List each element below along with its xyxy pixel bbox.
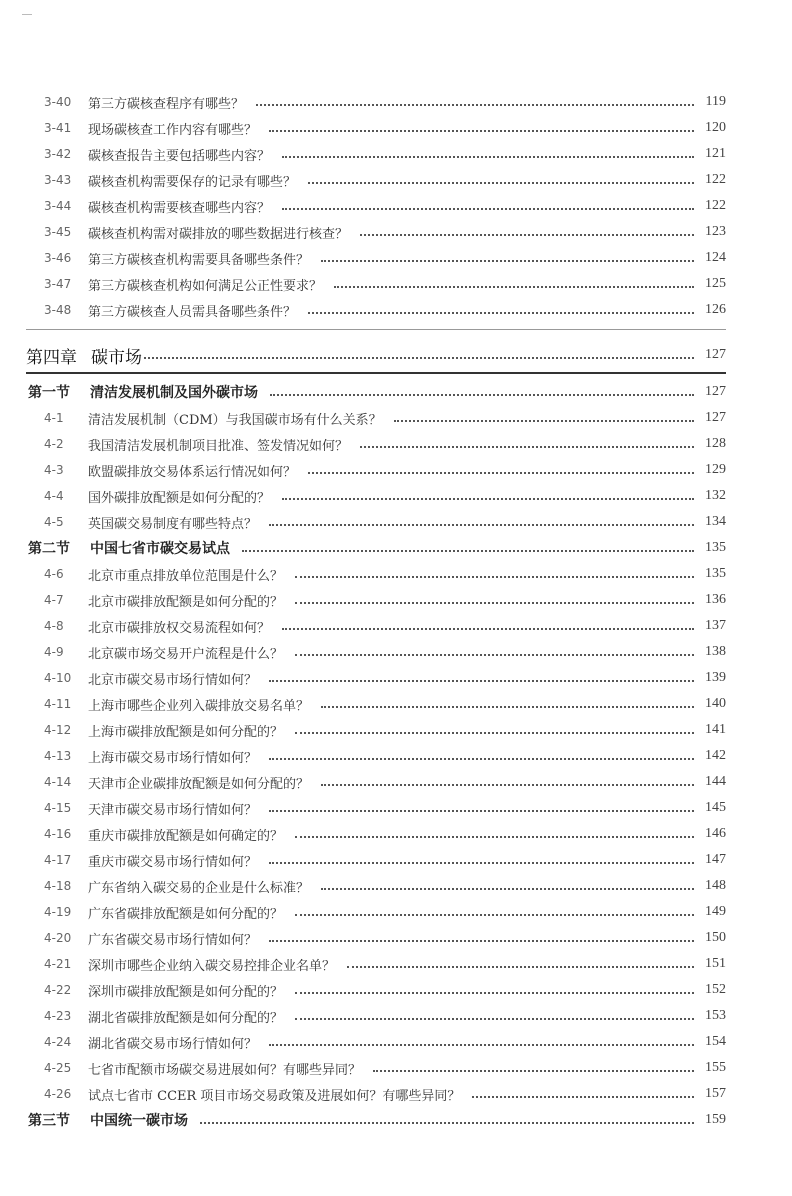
toc-section[interactable] [28, 537, 726, 559]
entry-title: 北京市碳排放权交易流程如何？ [88, 620, 271, 636]
page-number: 138 [705, 644, 726, 659]
toc-entry[interactable] [44, 901, 726, 923]
page-number: 122 [705, 198, 726, 213]
entry-title: 上海市碳交易市场行情如何？ [88, 750, 258, 766]
entry-number: 4-24 [44, 1035, 72, 1049]
page-number: 140 [705, 696, 726, 711]
entry-number: 4-19 [44, 905, 72, 919]
entry-number: 4-8 [44, 619, 64, 633]
entry-number: 3-46 [44, 251, 72, 265]
page-number: 129 [705, 462, 726, 477]
dot-leader [295, 914, 694, 916]
dot-leader [256, 104, 694, 106]
chapter-label: 第四章 [26, 347, 77, 368]
entry-title: 碳核查机构需要核查哪些内容？ [88, 200, 271, 216]
dot-leader [295, 576, 694, 578]
toc-entry[interactable] [44, 667, 726, 689]
toc-entry[interactable] [44, 433, 726, 455]
entry-number: 4-25 [44, 1061, 72, 1075]
dot-leader [242, 550, 694, 552]
page-number: 136 [705, 592, 726, 607]
entry-number: 4-20 [44, 931, 72, 945]
section-title: 清洁发展机制及国外碳市场 [90, 385, 258, 401]
page-number: 153 [705, 1008, 726, 1023]
page-number: 127 [705, 384, 726, 399]
entry-number: 4-9 [44, 645, 64, 659]
entry-number: 4-18 [44, 879, 72, 893]
entry-number: 4-23 [44, 1009, 72, 1023]
page-number: 127 [705, 410, 726, 425]
dot-leader [360, 446, 694, 448]
entry-title: 清洁发展机制（CDM）与我国碳市场有什么关系？ [88, 412, 382, 428]
entry-number: 4-10 [44, 671, 72, 685]
page-number: 124 [705, 250, 726, 265]
toc-entry[interactable] [44, 771, 726, 793]
dot-leader [269, 810, 694, 812]
entry-title: 第三方碳核查程序有哪些？ [88, 96, 245, 112]
entry-title: 天津市企业碳排放配额是如何分配的？ [88, 776, 310, 792]
entry-title: 碳核查机构需要保存的记录有哪些？ [88, 174, 297, 190]
entry-number: 4-22 [44, 983, 72, 997]
page-number: 147 [705, 852, 726, 867]
dot-leader [269, 130, 694, 132]
dot-leader [269, 524, 694, 526]
section-title: 中国统一碳市场 [90, 1113, 188, 1129]
dot-leader [321, 784, 694, 786]
toc-entry[interactable] [44, 1083, 726, 1105]
entry-number: 3-47 [44, 277, 72, 291]
dot-leader [308, 312, 694, 314]
entry-number: 4-16 [44, 827, 72, 841]
dot-leader [282, 208, 694, 210]
dot-leader [295, 654, 694, 656]
page-number: 122 [705, 172, 726, 187]
page-number: 126 [705, 302, 726, 317]
scan-corner-mark [22, 14, 32, 15]
entry-title: 深圳市碳排放配额是如何分配的？ [88, 984, 284, 1000]
toc-entry[interactable] [44, 273, 726, 295]
toc-entry[interactable] [44, 719, 726, 741]
entry-number: 4-15 [44, 801, 72, 815]
entry-number: 4-11 [44, 697, 72, 711]
entry-number: 4-6 [44, 567, 64, 581]
toc-entry[interactable] [44, 195, 726, 217]
page-number: 155 [705, 1060, 726, 1075]
entry-number: 4-21 [44, 957, 72, 971]
dot-leader [269, 862, 694, 864]
entry-title: 上海市哪些企业列入碳排放交易名单？ [88, 698, 310, 714]
section-label: 第二节 [28, 541, 70, 557]
entry-number: 3-45 [44, 225, 72, 239]
dot-leader [472, 1096, 694, 1098]
dot-leader [269, 940, 694, 942]
entry-title: 第三方碳核查机构如何满足公正性要求？ [88, 278, 323, 294]
chapter-bottom-rule [26, 372, 726, 374]
toc-entry[interactable] [44, 849, 726, 871]
dot-leader [347, 966, 694, 968]
entry-title: 第三方碳核查人员需具备哪些条件？ [88, 304, 297, 320]
entry-number: 4-7 [44, 593, 64, 607]
toc-entry[interactable] [44, 299, 726, 321]
entry-title: 北京碳市场交易开户流程是什么？ [88, 646, 284, 662]
dot-leader [200, 1122, 694, 1124]
entry-number: 3-40 [44, 95, 72, 109]
entry-number: 3-44 [44, 199, 72, 213]
entry-title: 广东省纳入碳交易的企业是什么标准？ [88, 880, 310, 896]
dot-leader [295, 1018, 694, 1020]
entry-title: 重庆市碳排放配额是如何确定的？ [88, 828, 284, 844]
entry-title: 深圳市哪些企业纳入碳交易控排企业名单？ [88, 958, 336, 974]
page-number: 132 [705, 488, 726, 503]
page-number: 150 [705, 930, 726, 945]
toc-entry[interactable] [44, 143, 726, 165]
page-number: 123 [705, 224, 726, 239]
section-label: 第一节 [28, 385, 70, 401]
page-number: 141 [705, 722, 726, 737]
toc-entry[interactable] [44, 117, 726, 139]
dot-leader [308, 182, 694, 184]
page-number: 127 [705, 347, 726, 362]
toc-entry[interactable] [44, 745, 726, 767]
toc-entry[interactable] [44, 979, 726, 1001]
toc-entry[interactable] [44, 641, 726, 663]
page-number: 157 [705, 1086, 726, 1101]
page-number: 152 [705, 982, 726, 997]
entry-title: 天津市碳交易市场行情如何？ [88, 802, 258, 818]
dot-leader [295, 836, 694, 838]
entry-title: 上海市碳排放配额是如何分配的？ [88, 724, 284, 740]
entry-number: 3-48 [44, 303, 72, 317]
page-number: 121 [705, 146, 726, 161]
entry-number: 4-2 [44, 437, 64, 451]
dot-leader [282, 628, 694, 630]
toc-entry[interactable] [44, 1031, 726, 1053]
toc-entry[interactable] [44, 247, 726, 269]
page-number: 148 [705, 878, 726, 893]
entry-title: 碳核查机构需对碳排放的哪些数据进行核查？ [88, 226, 349, 242]
dot-leader [321, 888, 694, 890]
entry-number: 4-12 [44, 723, 72, 737]
section-title: 中国七省市碳交易试点 [90, 541, 230, 557]
dot-leader [269, 1044, 694, 1046]
toc-entry[interactable] [44, 589, 726, 611]
toc-entry[interactable] [44, 615, 726, 637]
toc-section[interactable] [28, 1109, 726, 1131]
entry-number: 4-3 [44, 463, 64, 477]
section-label: 第三节 [28, 1113, 70, 1129]
dot-leader [295, 732, 694, 734]
dot-leader [270, 394, 694, 396]
dot-leader [295, 992, 694, 994]
page-number: 139 [705, 670, 726, 685]
toc-chapter[interactable] [26, 341, 726, 369]
page-number: 134 [705, 514, 726, 529]
page-number: 128 [705, 436, 726, 451]
dot-leader [321, 260, 694, 262]
toc-entry[interactable] [44, 91, 726, 113]
entry-number: 3-43 [44, 173, 72, 187]
page-number: 142 [705, 748, 726, 763]
entry-title: 我国清洁发展机制项目批准、签发情况如何？ [88, 438, 349, 454]
entry-number: 4-1 [44, 411, 64, 425]
entry-number: 3-41 [44, 121, 72, 135]
dot-leader [321, 706, 694, 708]
page-number: 154 [705, 1034, 726, 1049]
entry-title: 国外碳排放配额是如何分配的？ [88, 490, 271, 506]
toc-entry[interactable] [44, 927, 726, 949]
toc-entry[interactable] [44, 875, 726, 897]
dot-leader [269, 758, 694, 760]
page-number: 145 [705, 800, 726, 815]
toc-entry[interactable] [44, 459, 726, 481]
page-number: 119 [705, 94, 726, 109]
entry-title: 欧盟碳排放交易体系运行情况如何？ [88, 464, 297, 480]
page-number: 135 [705, 540, 726, 555]
entry-title: 湖北省碳排放配额是如何分配的？ [88, 1010, 284, 1026]
dot-leader [360, 234, 694, 236]
entry-title: 试点七省市 CCER 项目市场交易政策及进展如何？有哪些异同？ [88, 1088, 461, 1104]
entry-title: 碳核查报告主要包括哪些内容？ [88, 148, 271, 164]
entry-title: 英国碳交易制度有哪些特点？ [88, 516, 258, 532]
entry-number: 4-26 [44, 1087, 72, 1101]
toc-entry[interactable] [44, 485, 726, 507]
entry-title: 北京市碳排放配额是如何分配的？ [88, 594, 284, 610]
page-number: 144 [705, 774, 726, 789]
entry-number: 4-17 [44, 853, 72, 867]
toc-entry[interactable] [44, 169, 726, 191]
dot-leader [282, 498, 694, 500]
entry-title: 北京市碳交易市场行情如何？ [88, 672, 258, 688]
toc-entry[interactable] [44, 511, 726, 533]
entry-title: 广东省碳交易市场行情如何？ [88, 932, 258, 948]
entry-title: 北京市重点排放单位范围是什么？ [88, 568, 284, 584]
toc-entry[interactable] [44, 1005, 726, 1027]
entry-number: 3-42 [44, 147, 72, 161]
dot-leader [144, 357, 694, 359]
toc-entry[interactable] [44, 1057, 726, 1079]
dot-leader [308, 472, 694, 474]
entry-number: 4-5 [44, 515, 64, 529]
entry-title: 广东省碳排放配额是如何分配的？ [88, 906, 284, 922]
chapter-top-rule [26, 329, 726, 330]
entry-number: 4-13 [44, 749, 72, 763]
toc-entry[interactable] [44, 797, 726, 819]
dot-leader [295, 602, 694, 604]
toc-entry[interactable] [44, 823, 726, 845]
entry-number: 4-4 [44, 489, 64, 503]
dot-leader [282, 156, 694, 158]
chapter-title: 碳市场 [91, 347, 142, 368]
toc-entry[interactable] [44, 407, 726, 429]
entry-title: 第三方碳核查机构需要具备哪些条件？ [88, 252, 310, 268]
toc-section[interactable] [28, 381, 726, 403]
entry-title: 湖北省碳交易市场行情如何？ [88, 1036, 258, 1052]
toc-entry[interactable] [44, 953, 726, 975]
page-number: 149 [705, 904, 726, 919]
page-number: 120 [705, 120, 726, 135]
dot-leader [373, 1070, 694, 1072]
toc-entry[interactable] [44, 563, 726, 585]
dot-leader [269, 680, 694, 682]
page-number: 159 [705, 1112, 726, 1127]
page-number: 125 [705, 276, 726, 291]
page-number: 135 [705, 566, 726, 581]
page-number: 146 [705, 826, 726, 841]
entry-title: 重庆市碳交易市场行情如何？ [88, 854, 258, 870]
entry-title: 现场碳核查工作内容有哪些？ [88, 122, 258, 138]
entry-title: 七省市配额市场碳交易进展如何？有哪些异同？ [88, 1062, 362, 1078]
toc-entry[interactable] [44, 693, 726, 715]
dot-leader [334, 286, 694, 288]
toc-entry[interactable] [44, 221, 726, 243]
dot-leader [394, 420, 694, 422]
entry-number: 4-14 [44, 775, 72, 789]
page-number: 137 [705, 618, 726, 633]
page-number: 151 [705, 956, 726, 971]
